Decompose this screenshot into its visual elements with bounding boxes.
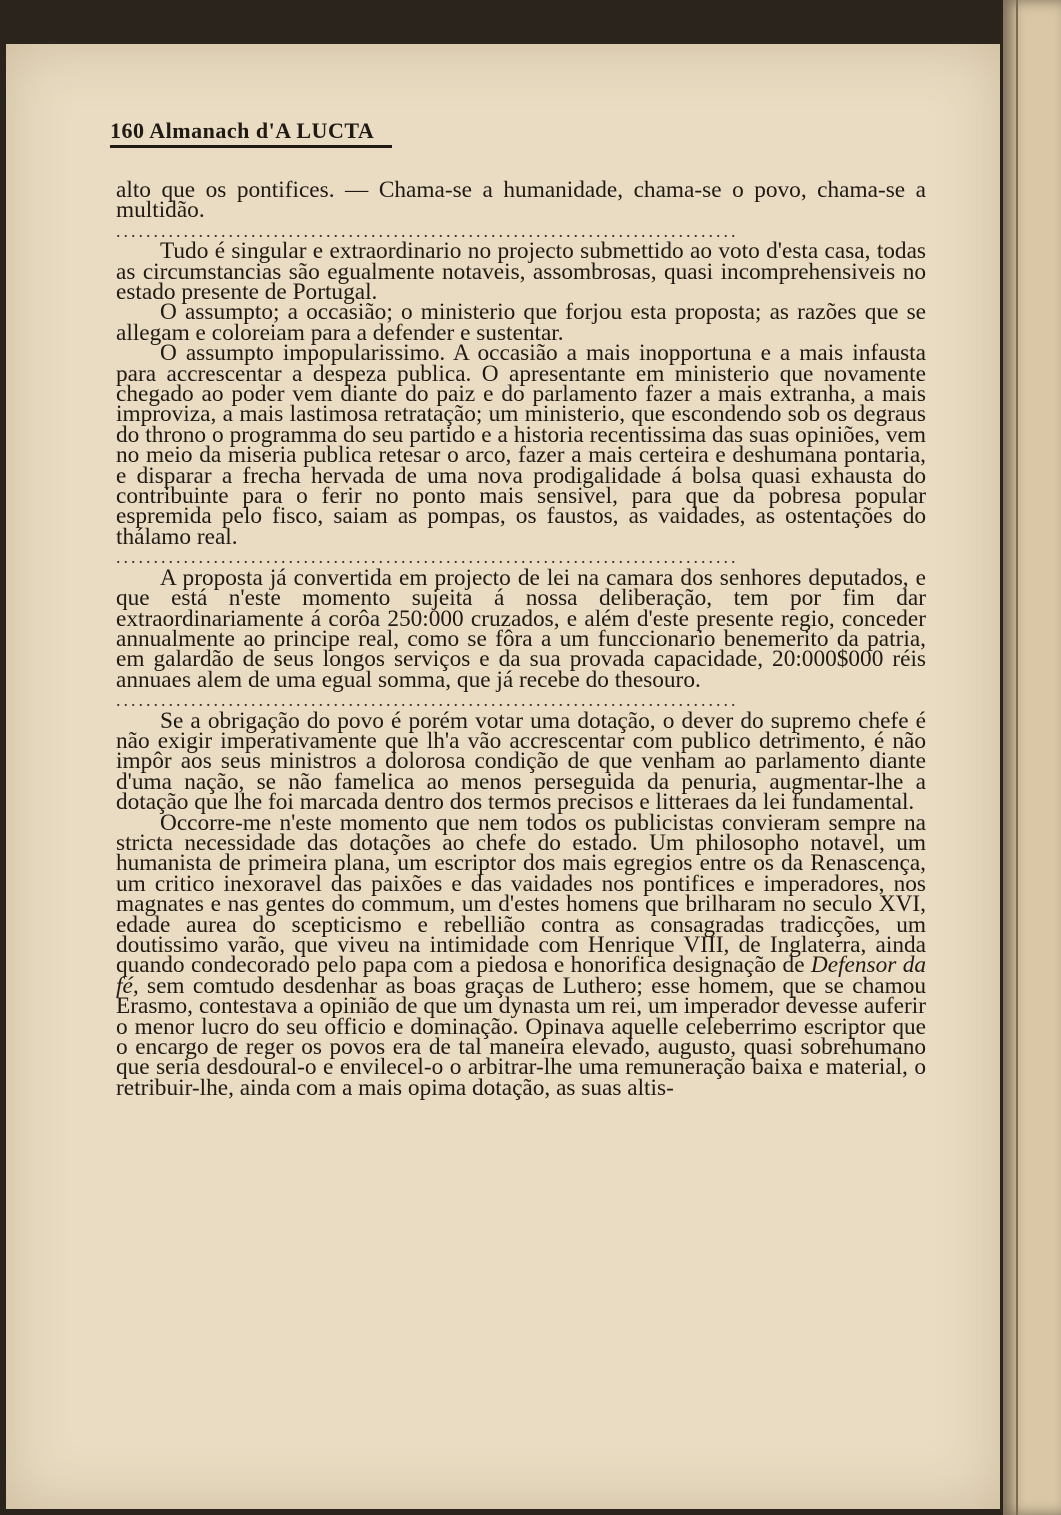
paragraph-7-part-b: sem comtudo desdenhar as boas graças de Luthero; esse homem, que se chamou Erasmo, contestava a opinião de que um dynasta um rei, um imperador devesse auferir o menor lucro do seu officio e dominação. Opinava aquelle celeberrimo escriptor que o encargo de reger os povos era de tal maneira elevado, augusto, quasi sobrehumano que seria desdoural-o e envilecel-o o arbitrar-lhe uma remuneração baixa e material, o retribuir-lhe, ainda com a mais opima dotação, as suas altis- — [116, 972, 926, 1101]
header-title: Almanach d'A LUCTA — [149, 118, 375, 143]
paragraph-2: Tudo é singular e extraordinario no projecto submettido ao voto d'esta casa, todas as circumstancias são egualmente notaveis, assombrosas, quasi incomprehensiveis no estado presente de Portugal. — [116, 238, 926, 306]
paragraph-4: O assumpto impopularissimo. A occasião a mais inopportuna e a mais infausta para accrescentar a despeza publica. O apresentante em ministerio que novamente chegado ao poder vem diante do paiz e do parlamento fazer a mais extranha, a mais improviza, a mais lastimosa retratação; um ministerio, que escondendo sob os degraus do throno o programma do seu partido e a historia recentissima das suas opiniões, vem no meio da miseria publica retesar o arco, fazer a mais certeira e deshumana pontaria, e disparar a frecha hervada de uma nova prodigalidade á bolsa quasi exhausta do contribuinte para o ferir no ponto mais sensivel, para que da pobresa popular espremida pelo fisco, saiam as pompas, os faustos, as vaidades, as ostentações do thálamo real. — [116, 340, 926, 550]
dotted-separator-2: ................................................................................... — [116, 547, 739, 568]
paragraph-1: alto que os pontifices. — Chama-se a humanidade, chama-se o povo, chama-se a multidão. — [116, 177, 926, 224]
paragraph-7-part-a: Occorre-me n'este momento que nem todos os publicistas convieram sempre na stricta necessidade das dotações ao chefe do estado. Um philosopho notavel, um humanista de primeira plana, um escriptor dos mais egregios entre os da Renascença, um critico inexoravel das paixões e das vaidades nos pontifices e imperadores, nos magnates e nas gentes do commum, um d'estes homens que brilharam no seculo XVI, edade aurea do scepticismo e rebellião contra as consagradas tradicções, um doutissimo varão, que viveu na intimidade com Henrique VIII, de Inglaterra, ainda quando condecorado pelo papa com a piedosa e honorifica designação de — [116, 809, 926, 979]
dotted-separator-1: ................................................................................... — [116, 220, 739, 241]
page-edge — [1003, 0, 1061, 1515]
paragraph-6: Se a obrigação do povo é porém votar uma dotação, o dever do supremo chefe é não exigir imperativamente que lh'a vão accrescentar com publico detrimento, é não impôr aos seus ministros a dolorosa condição de que venham ao parlamento diante d'uma nação, se não famelica ao menos perseguida da penuria, augmentar-lhe a dotação que lhe foi marcada dentro dos termos precisos e litteraes da lei fundamental. — [116, 707, 926, 816]
paragraph-5: A proposta já convertida em projecto de lei na camara dos senhores deputados, e que está n'este momento sujeita á nossa deliberação, tem por fim dar extraordinariamente á corôa 250:000 cruzados, e além d'este presente regio, conceder annualmente ao principe real, como se fôra a um funccionario benemerito da patria, em galardão de seus longos serviços e da sua provada capacidade, 20:000$000 réis annuaes alem de uma egual somma, que já recebe do thesouro. — [116, 564, 926, 693]
body-text — [116, 177, 926, 1101]
header-rule — [110, 145, 392, 148]
italic-title: Defensor da fé, — [116, 952, 926, 999]
paragraph-7 — [116, 809, 926, 1101]
running-header — [110, 118, 400, 144]
paragraph-3: O assumpto; a occasião; o ministerio que forjou esta proposta; as razões que se allegam e coloreiam para a defender e sustentar. — [116, 299, 926, 346]
binding-line — [1016, 0, 1018, 1515]
dotted-separator-3: ................................................................................... — [116, 690, 739, 711]
page-number: 160 — [110, 118, 145, 143]
